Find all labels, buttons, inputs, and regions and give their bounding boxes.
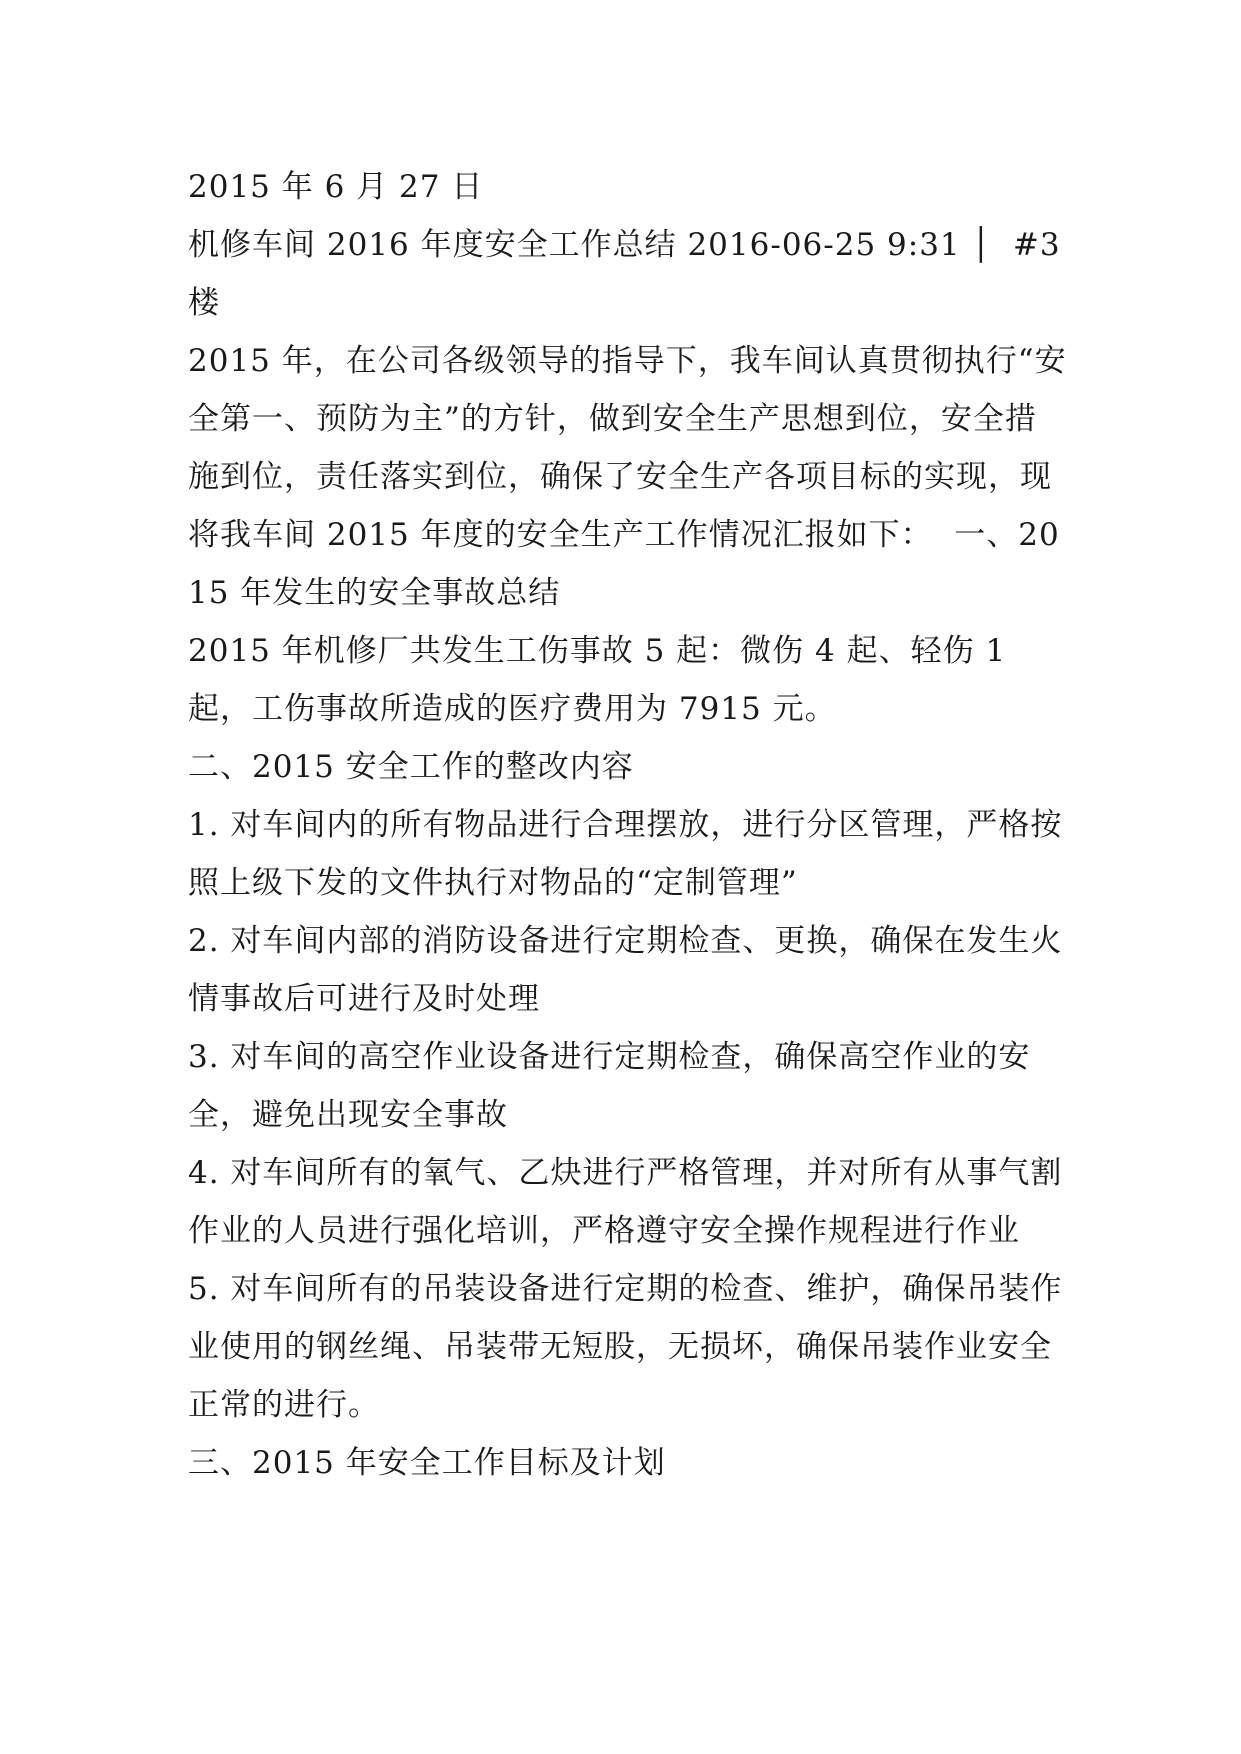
accident-summary-paragraph: 2015 年机修厂共发生工伤事故 5 起：微伤 4 起、轻伤 1 起，工伤事故所造成的医疗费用为 7915 元。 — [188, 633, 1018, 727]
date-line: 2015 年 6 月 27 日 — [188, 169, 484, 205]
list-item-2: 2. 对车间内部的消防设备进行定期检查、更换，确保在发生火情事故后可进行及时处理 — [188, 923, 1063, 1017]
section-heading-goals: 三、2015 年安全工作目标及计划 — [188, 1445, 666, 1481]
list-item-3: 3. 对车间的高空作业设备进行定期检查，确保高空作业的安全，避免出现安全事故 — [188, 1039, 1031, 1133]
intro-paragraph: 2015 年，在公司各级领导的指导下，我车间认真贯彻执行“安全第一、预防为主”的方针，做到安全生产思想到位，安全措施到位，责任落实到位，确保了安全生产各项目标的实现，现将我车间 2015 年度的安全生产工作情况汇报如下： 一、2015 年发生的安全事故总结 — [188, 343, 1067, 611]
post-title-line: 机修车间 2016 年度安全工作总结 2016-06-25 9:31 │ #3 楼 — [188, 227, 1072, 321]
list-item-5: 5. 对车间所有的吊装设备进行定期的检查、维护，确保吊装作业使用的钢丝绳、吊装带无短股，无损坏，确保吊装作业安全正常的进行。 — [188, 1271, 1063, 1423]
section-heading-rectification: 二、2015 安全工作的整改内容 — [188, 749, 634, 785]
list-item-4: 4. 对车间所有的氧气、乙炔进行严格管理，并对所有从事气割作业的人员进行强化培训，严格遵守安全操作规程进行作业 — [188, 1155, 1063, 1249]
document-body — [188, 158, 1072, 1492]
list-item-1: 1. 对车间内的所有物品进行合理摆放，进行分区管理，严格按照上级下发的文件执行对物品的“定制管理” — [188, 807, 1063, 901]
